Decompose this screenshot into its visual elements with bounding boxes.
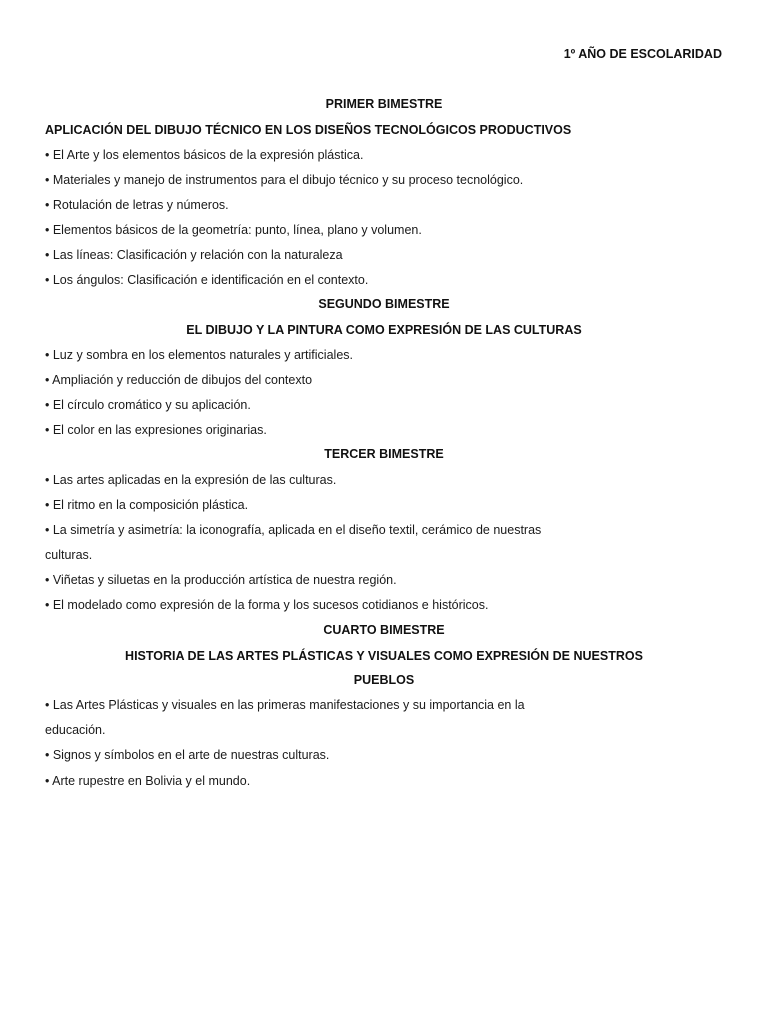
list-item: • El modelado como expresión de la forma y los sucesos cotidianos e históricos. (45, 598, 489, 612)
section-subtitle-cuarto-line1: HISTORIA DE LAS ARTES PLÁSTICAS Y VISUALES COMO EXPRESIÓN DE NUESTROS (125, 649, 643, 663)
list-item: • Rotulación de letras y números. (45, 198, 229, 212)
section-heading-cuarto: CUARTO BIMESTRE (323, 623, 445, 637)
list-item: • Signos y símbolos en el arte de nuestras culturas. (45, 748, 330, 762)
section-subtitle-cuarto-line2: PUEBLOS (353, 673, 415, 687)
list-item: • Las Artes Plásticas y visuales en las primeras manifestaciones y su importancia en la (45, 698, 525, 712)
list-item: • Arte rupestre en Bolivia y el mundo. (45, 774, 251, 788)
list-item: • El ritmo en la composición plástica. (45, 498, 249, 512)
section-heading-primer: PRIMER BIMESTRE (325, 97, 443, 111)
list-item-continuation: culturas. (45, 548, 93, 562)
list-item-continuation: educación. (45, 723, 106, 737)
list-item: • El círculo cromático y su aplicación. (45, 398, 251, 412)
list-item: • Las líneas: Clasificación y relación con la naturaleza (45, 248, 343, 262)
section-subtitle-segundo: EL DIBUJO Y LA PINTURA COMO EXPRESIÓN DE LAS CULTURAS (186, 323, 582, 337)
list-item: • La simetría y asimetría: la iconografía, aplicada en el diseño textil, cerámico de nuestras (45, 523, 542, 537)
section-heading-segundo: SEGUNDO BIMESTRE (318, 297, 450, 311)
list-item: • Materiales y manejo de instrumentos para el dibujo técnico y su proceso tecnológico. (45, 173, 524, 187)
list-item: • Luz y sombra en los elementos naturales y artificiales. (45, 348, 353, 362)
section-subtitle-primer: APLICACIÓN DEL DIBUJO TÉCNICO EN LOS DISEÑOS TECNOLÓGICOS PRODUCTIVOS (45, 123, 572, 137)
section-heading-tercer: TERCER BIMESTRE (324, 447, 444, 461)
list-item: • Viñetas y siluetas en la producción artística de nuestra región. (45, 573, 397, 587)
list-item: • El color en las expresiones originarias. (45, 423, 267, 437)
list-item: • Los ángulos: Clasificación e identificación en el contexto. (45, 273, 369, 287)
list-item: • Ampliación y reducción de dibujos del contexto (45, 373, 313, 387)
list-item: • Las artes aplicadas en la expresión de las culturas. (45, 473, 337, 487)
list-item: • El Arte y los elementos básicos de la expresión plástica. (45, 148, 364, 162)
grade-header: 1º AÑO DE ESCOLARIDAD (563, 47, 722, 61)
list-item: • Elementos básicos de la geometría: punto, línea, plano y volumen. (45, 223, 422, 237)
